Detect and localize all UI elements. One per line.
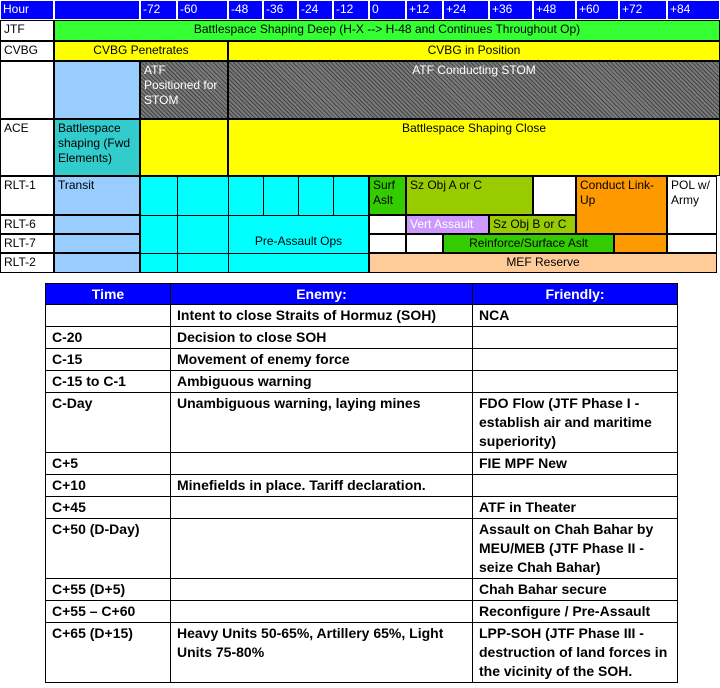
header-tick: -48 bbox=[228, 0, 263, 20]
header-tick: +48 bbox=[533, 0, 576, 20]
cell-enemy: Intent to close Straits of Hormuz (SOH) bbox=[171, 305, 473, 327]
bar-cvbg-penetrates: CVBG Penetrates bbox=[54, 41, 228, 61]
timeline-table bbox=[45, 283, 678, 683]
cell-friendly: Assault on Chah Bahar by MEU/MEB (JTF Phase II - seize Chah Bahar) bbox=[473, 519, 678, 579]
cell-enemy bbox=[171, 497, 473, 519]
cell-enemy: Unambiguous warning, laying mines bbox=[171, 393, 473, 453]
cell-time: C+45 bbox=[46, 497, 171, 519]
header-tick: -24 bbox=[298, 0, 333, 20]
row-label-rlt-1: RLT-1 bbox=[0, 176, 54, 215]
bar-conduct-link-up: Conduct Link-Up bbox=[576, 176, 667, 234]
cell-time: C+55 – C+60 bbox=[46, 601, 171, 623]
bar-surf-aslt: Surf Aslt bbox=[369, 176, 406, 215]
table-row bbox=[46, 519, 678, 579]
cell-enemy bbox=[171, 519, 473, 579]
table-row bbox=[46, 393, 678, 453]
cell-time: C-20 bbox=[46, 327, 171, 349]
cell-enemy bbox=[171, 601, 473, 623]
header-tick: +60 bbox=[576, 0, 619, 20]
cell-friendly: ATF in Theater bbox=[473, 497, 678, 519]
bar-empty bbox=[369, 234, 406, 253]
cell-enemy: Minefields in place. Tariff declaration. bbox=[171, 475, 473, 497]
row-label-rlt-2: RLT-2 bbox=[0, 253, 54, 273]
header-enemy: Enemy: bbox=[171, 284, 473, 305]
cell-time: C-15 to C-1 bbox=[46, 371, 171, 393]
header-tick: +36 bbox=[489, 0, 533, 20]
cell-enemy: Decision to close SOH bbox=[171, 327, 473, 349]
table-header-row bbox=[46, 284, 678, 305]
operations-timeline-chart bbox=[0, 0, 720, 276]
cell-enemy: Movement of enemy force bbox=[171, 349, 473, 371]
row-label-cvbg: CVBG bbox=[0, 41, 54, 61]
cell-time: C+50 (D-Day) bbox=[46, 519, 171, 579]
bar-battlespace-shaping-close: Battlespace Shaping Close bbox=[228, 119, 720, 176]
table-row bbox=[46, 453, 678, 475]
bar-transit-rlt-7 bbox=[54, 234, 140, 253]
cell-time: C+55 (D+5) bbox=[46, 579, 171, 601]
table-row bbox=[46, 371, 678, 393]
pre-assault-border bbox=[140, 176, 369, 273]
cell-time: C+5 bbox=[46, 453, 171, 475]
cell-friendly bbox=[473, 327, 678, 349]
bar-transit-rlt-6 bbox=[54, 215, 140, 234]
bar-atf-positioned: ATF Positioned for STOM bbox=[140, 61, 228, 119]
cell-friendly: FIE MPF New bbox=[473, 453, 678, 475]
cell-friendly bbox=[473, 475, 678, 497]
header-tick: +72 bbox=[619, 0, 667, 20]
row-label-ace: ACE bbox=[0, 119, 54, 176]
table-row bbox=[46, 601, 678, 623]
bar-pre-assault-ops-label: Pre-Assault Ops bbox=[254, 234, 343, 248]
cell-enemy bbox=[171, 453, 473, 475]
cell-enemy: Heavy Units 50-65%, Artillery 65%, Light Units 75-80% bbox=[171, 623, 473, 683]
cell-enemy: Ambiguous warning bbox=[171, 371, 473, 393]
cell-time: C-Day bbox=[46, 393, 171, 453]
bar-pol-with-army: POL w/ Army bbox=[667, 176, 717, 234]
header-tick: +12 bbox=[406, 0, 443, 20]
table-row bbox=[46, 579, 678, 601]
bar-reinforce-surface-aslt: Reinforce/Surface Aslt bbox=[443, 234, 614, 253]
bar-ace-yellow bbox=[140, 119, 228, 176]
table-row bbox=[46, 475, 678, 497]
cell-friendly: NCA bbox=[473, 305, 678, 327]
table-row bbox=[46, 349, 678, 371]
cell-time: C+65 (D+15) bbox=[46, 623, 171, 683]
table-row bbox=[46, 327, 678, 349]
table-row bbox=[46, 497, 678, 519]
row-label-rlt-6: RLT-6 bbox=[0, 215, 54, 234]
cell-time: C+10 bbox=[46, 475, 171, 497]
header-blank bbox=[54, 0, 140, 20]
cell-friendly: Chah Bahar secure bbox=[473, 579, 678, 601]
bar-empty bbox=[667, 234, 717, 253]
table-row bbox=[46, 623, 678, 683]
cell-friendly bbox=[473, 349, 678, 371]
bar-atf-conducting-stom: ATF Conducting STOM bbox=[228, 61, 720, 119]
row-label-blank bbox=[0, 61, 54, 119]
header-tick: -72 bbox=[140, 0, 177, 20]
cell-friendly: FDO Flow (JTF Phase I - establish air and maritime superiority) bbox=[473, 393, 678, 453]
cell-friendly: Reconfigure / Pre-Assault bbox=[473, 601, 678, 623]
table-row bbox=[46, 305, 678, 327]
header-tick: -12 bbox=[333, 0, 369, 20]
bar-vert-assault: Vert Assault bbox=[406, 215, 489, 234]
bar-mef-reserve: MEF Reserve bbox=[369, 253, 717, 273]
header-friendly: Friendly: bbox=[473, 284, 678, 305]
bar-jtf-shaping-deep: Battlespace Shaping Deep (H-X --> H-48 and Continues Throughout Op) bbox=[54, 20, 720, 41]
header-tick: -60 bbox=[177, 0, 228, 20]
bar-link-up-continued bbox=[614, 234, 667, 253]
bar-empty bbox=[369, 215, 406, 234]
bar-sz-obj-b-or-c: Sz Obj B or C bbox=[489, 215, 576, 234]
bar-empty bbox=[406, 234, 443, 253]
cell-friendly bbox=[473, 371, 678, 393]
header-tick: -36 bbox=[263, 0, 298, 20]
bar-transit-rlt-2 bbox=[54, 253, 140, 273]
cell-enemy bbox=[171, 579, 473, 601]
cell-time: C-15 bbox=[46, 349, 171, 371]
bar-battlespace-shaping-fwd: Battlespace shaping (Fwd Elements) bbox=[54, 119, 140, 176]
bar-transit: Transit bbox=[54, 176, 140, 215]
header-tick: 0 bbox=[369, 0, 406, 20]
bar-light-blue-block bbox=[54, 61, 140, 119]
header-time: Time bbox=[46, 284, 171, 305]
bar-cvbg-in-position: CVBG in Position bbox=[228, 41, 720, 61]
row-label-jtf: JTF bbox=[0, 20, 54, 41]
bar-sz-obj-a-or-c: Sz Obj A or C bbox=[406, 176, 533, 215]
bar-empty bbox=[533, 176, 576, 215]
header-hour: Hour bbox=[0, 0, 54, 20]
header-tick: +84 bbox=[667, 0, 720, 20]
cell-time bbox=[46, 305, 171, 327]
row-label-rlt-7: RLT-7 bbox=[0, 234, 54, 253]
cell-friendly: LPP-SOH (JTF Phase III - destruction of land forces in the vicinity of the SOH. bbox=[473, 623, 678, 683]
header-tick: +24 bbox=[443, 0, 489, 20]
